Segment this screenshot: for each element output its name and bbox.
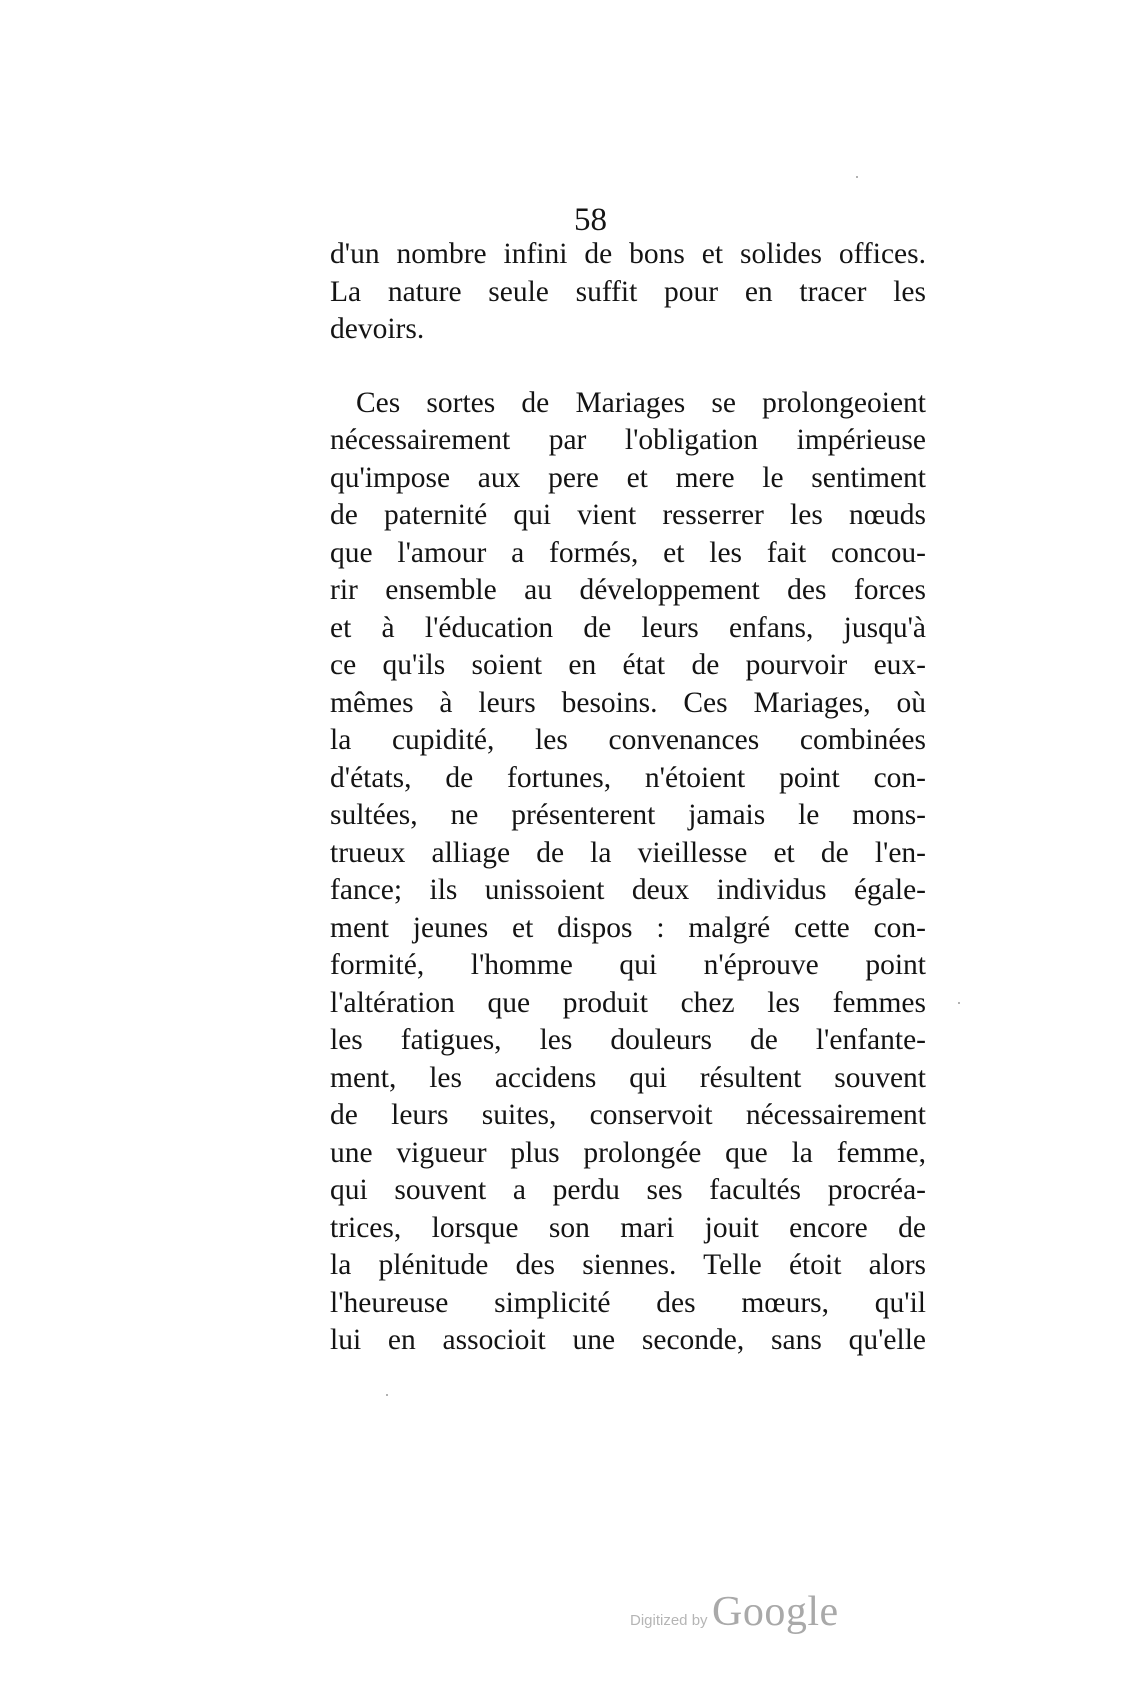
google-logo: Google <box>712 1589 839 1635</box>
page-number: 58 <box>574 202 607 238</box>
text-line: la cupidité, les convenances combinées <box>330 724 926 756</box>
scan-speck <box>856 176 858 178</box>
text-line: d'un nombre infini de bons et solides offices. <box>330 238 926 270</box>
paragraph-1 <box>330 236 926 349</box>
text-line: et à l'éducation de leurs enfans, jusqu'à <box>330 611 926 644</box>
text-line: l'altération que produit chez les femmes <box>330 986 926 1019</box>
text-line: d'états, de fortunes, n'étoient point con- <box>330 761 926 794</box>
text-line: rir ensemble au développement des forces <box>330 574 926 606</box>
text-line: devoirs. <box>330 313 425 345</box>
text-line: que l'amour a formés, et les fait concou- <box>330 536 926 569</box>
text-line: lui en associoit une seconde, sans qu'elle <box>330 1324 926 1356</box>
text-line: formité, l'homme qui n'éprouve point <box>330 949 926 981</box>
text-line: qu'impose aux pere et mere le sentiment <box>330 461 926 494</box>
text-line: trices, lorsque son mari jouit encore de <box>330 1211 926 1244</box>
digitized-label: Digitized by <box>630 1612 708 1629</box>
text-line: fance; ils unissoient deux individus égale- <box>330 874 926 906</box>
paragraph-gap <box>330 349 926 385</box>
text-line: l'heureuse simplicité des mœurs, qu'il <box>330 1286 926 1319</box>
text-line: de paternité qui vient resserrer les nœuds <box>330 499 926 531</box>
text-line: sultées, ne présenterent jamais le mons- <box>330 799 926 831</box>
text-line: mêmes à leurs besoins. Ces Mariages, où <box>330 686 926 719</box>
text-line: ment, les accidens qui résultent souvent <box>330 1061 926 1094</box>
text-line: de leurs suites, conservoit nécessairement <box>330 1099 926 1131</box>
body-text <box>330 236 926 1360</box>
digitized-by-google-watermark <box>630 1588 839 1636</box>
text-line: Ces sortes de Mariages se prolongeoient <box>356 386 926 419</box>
text-line: qui souvent a perdu ses facultés procréa- <box>330 1174 926 1206</box>
paragraph-2 <box>330 385 926 1360</box>
text-line: nécessairement par l'obligation impérieuse <box>330 424 926 456</box>
text-line: trueux alliage de la vieillesse et de l'en- <box>330 836 926 869</box>
text-line: les fatigues, les douleurs de l'enfante- <box>330 1024 926 1056</box>
text-line: ce qu'ils soient en état de pourvoir eux- <box>330 649 926 681</box>
text-line: La nature seule suffit pour en tracer les <box>330 275 926 308</box>
text-line: la plénitude des siennes. Telle étoit alors <box>330 1249 926 1281</box>
text-line: une vigueur plus prolongée que la femme, <box>330 1136 926 1169</box>
text-line: ment jeunes et dispos : malgré cette con- <box>330 911 926 944</box>
scan-speck <box>386 1394 388 1396</box>
scan-speck <box>958 1002 960 1004</box>
